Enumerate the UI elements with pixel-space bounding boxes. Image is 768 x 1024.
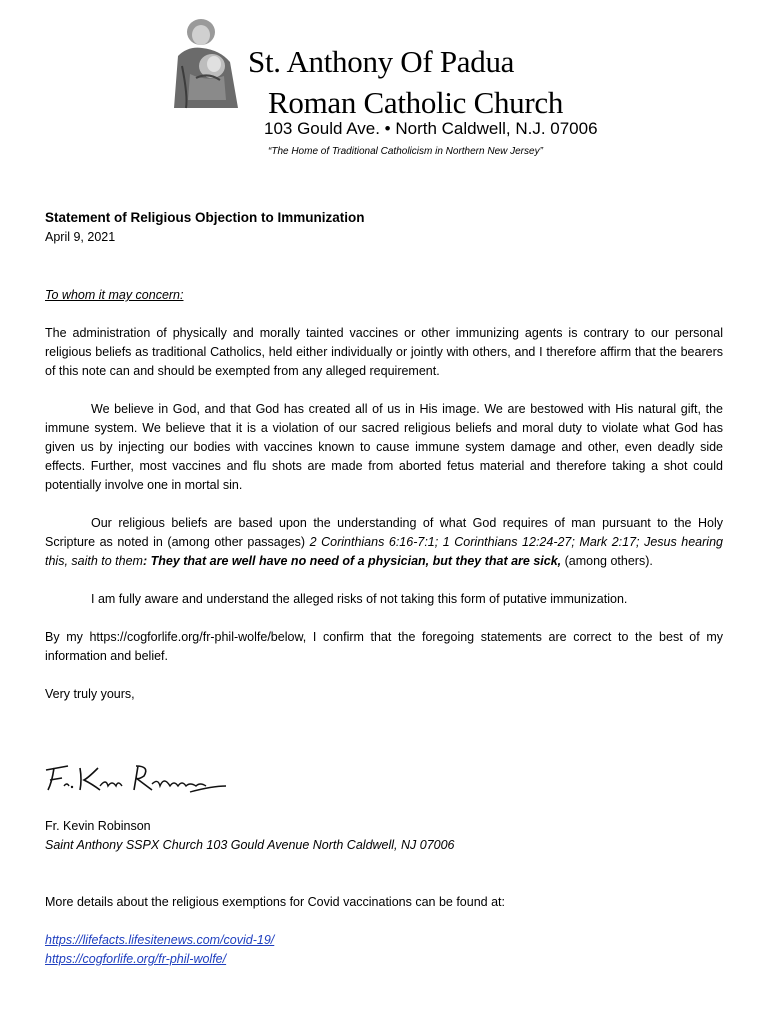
paragraph-3 bbox=[45, 514, 723, 571]
letter-title: Statement of Religious Objection to Immunization bbox=[45, 210, 365, 225]
handwritten-signature bbox=[40, 756, 230, 798]
signer-name: Fr. Kevin Robinson bbox=[45, 819, 151, 833]
paragraph-2: We believe in God, and that God has created all of us in His image. We are bestowed with His natural gift, the immune system. We believe that it is a violation of our sacred religious beliefs and moral duty to violate what God has given us by injecting our bodies with vaccines known to cause immune system damage and other, even deadly side effects. Further, most vaccines and flu shots are made from aborted fetus material and therefore taking a shot could potentially involve one in mortal sin. bbox=[45, 402, 723, 492]
salutation: To whom it may concern: bbox=[45, 288, 184, 302]
link-cogforlife[interactable]: https://cogforlife.org/fr-phil-wolfe/ bbox=[45, 952, 227, 966]
scripture-quote: : They that are well have no need of a physician, but they that are sick, bbox=[142, 554, 562, 568]
letter-date: April 9, 2021 bbox=[45, 230, 116, 244]
paragraph-4: I am fully aware and understand the alleged risks of not taking this form of putative immunization. bbox=[91, 592, 628, 606]
church-name-line1: St. Anthony Of Padua bbox=[248, 44, 515, 79]
paragraph-1: The administration of physically and morally tainted vaccines or other immunizing agents is contrary to our personal religious beliefs as traditional Catholics, held either individually or jointly with others, and I therefore affirm that the bearers of this note can and should be exempted from any alleged requirement. bbox=[45, 326, 723, 378]
paragraph-3-end: (among others). bbox=[561, 554, 653, 568]
church-name-line2: Roman Catholic Church bbox=[268, 85, 564, 120]
more-details-text: More details about the religious exemptions for Covid vaccinations can be found at: bbox=[45, 895, 505, 909]
church-tagline: “The Home of Traditional Catholicism in Northern New Jersey” bbox=[268, 146, 543, 157]
closing: Very truly yours, bbox=[45, 687, 135, 701]
letter-body bbox=[45, 208, 723, 704]
signer-church: Saint Anthony SSPX Church 103 Gould Avenue North Caldwell, NJ 07006 bbox=[45, 838, 455, 852]
church-address: 103 Gould Ave. • North Caldwell, N.J. 07006 bbox=[264, 119, 598, 138]
paragraph-3-text: Our religious beliefs are based upon the understanding of what God requires of man pursuant to the Holy Scripture as noted in (among other passages) bbox=[45, 516, 723, 549]
link-lifesitenews[interactable]: https://lifefacts.lifesitenews.com/covid-19/ bbox=[45, 933, 275, 947]
saint-with-child-icon bbox=[168, 16, 248, 112]
paragraph-5: By my https://cogforlife.org/fr-phil-wolfe/below, I confirm that the foregoing statements are correct to the best of my information and belief. bbox=[45, 630, 723, 663]
scripture-references: 2 Corinthians 6:16-7:1; 1 Corinthians 12:24-27; Mark 2:17; Jesus hearing this, saith to them bbox=[45, 535, 723, 568]
